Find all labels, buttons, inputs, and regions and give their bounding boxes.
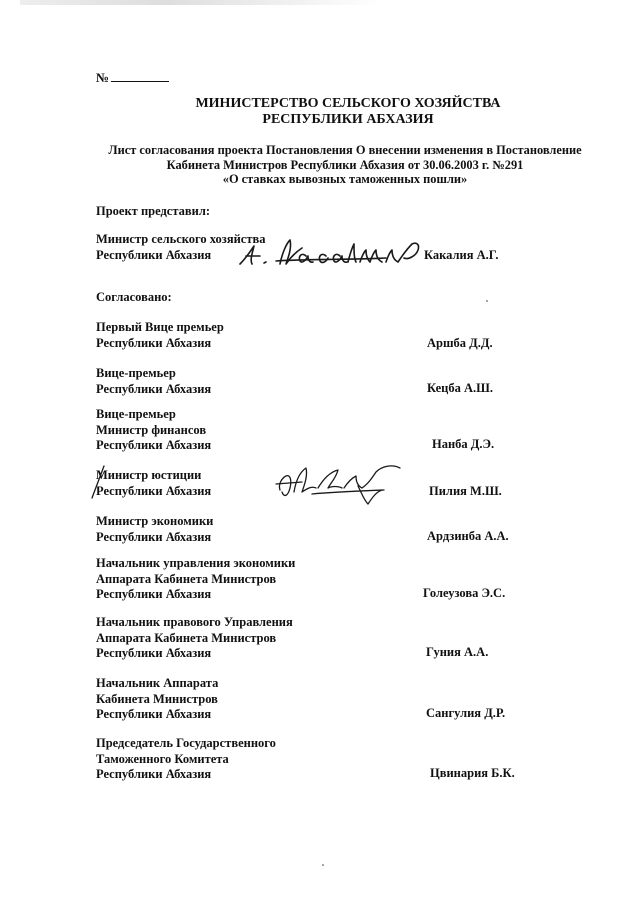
signatory-name: Нанба Д.Э. xyxy=(432,437,495,451)
signatory-title-line: Республики Абхазия xyxy=(96,335,212,350)
signatory-block xyxy=(96,615,489,662)
subject-line-1: Лист согласования проекта Постановления О внесении изменения в Постановление xyxy=(108,143,582,157)
presenter-name: Какалия А.Г. xyxy=(424,248,499,262)
signatory-title-line: Аппарата Кабинета Министров xyxy=(96,571,277,586)
signatory-name: Ардзинба А.А. xyxy=(427,529,509,543)
signatory-title-line: Республики Абхазия xyxy=(96,767,212,781)
document-number-blank xyxy=(111,70,169,82)
signatory-block xyxy=(96,407,495,454)
approved-heading: Согласовано: xyxy=(96,290,172,304)
scan-speck xyxy=(486,300,488,302)
signatory-name: Цвинария Б.К. xyxy=(430,766,515,780)
signatory-block xyxy=(96,736,515,783)
document-number-label: № xyxy=(96,70,110,85)
signatory-title-line: Вице-премьер xyxy=(96,366,176,380)
signatory-title-line: Республики Абхазия xyxy=(96,483,212,498)
signatory-name: Кецба А.Ш. xyxy=(427,381,493,395)
signatory-name: Сангулия Д.Р. xyxy=(426,706,506,720)
signatory-title-line: Первый Вице премьер xyxy=(96,320,224,334)
signatory-block xyxy=(96,320,493,351)
pen-mark-icon xyxy=(88,462,108,502)
signatory-title-line: Республики Абхазия xyxy=(96,381,212,396)
signatory-title-line: Начальник управления экономики xyxy=(96,556,296,570)
signatory-title-line: Кабинета Министров xyxy=(96,691,218,706)
handwritten-signature-icon xyxy=(236,234,436,268)
document-subject xyxy=(0,143,640,187)
signatory-name: Голеузова Э.С. xyxy=(423,586,506,600)
signatory-block xyxy=(96,556,506,603)
signatory-block xyxy=(96,676,506,723)
scan-speck xyxy=(322,864,324,866)
signatory-title-line: Министр финансов xyxy=(96,422,207,437)
signatory-name: Гуния А.А. xyxy=(426,645,489,659)
scan-artifact xyxy=(20,0,380,5)
ministry-line-1: МИНИСТЕРСТВО СЕЛЬСКОГО ХОЗЯЙСТВА xyxy=(195,96,501,111)
subject-line-2: Кабинета Министров Республики Абхазия от 30.06.2003 г. №291 xyxy=(166,157,524,172)
document-number xyxy=(96,70,169,86)
signatory-title-line: Республики Абхазия xyxy=(96,646,212,660)
presenter-title-line: Республики Абхазия xyxy=(96,247,212,262)
signatory-title-line: Вице-премьер xyxy=(96,407,176,421)
signatory-title-line: Таможенного Комитета xyxy=(96,751,229,766)
ministry-header xyxy=(0,96,640,128)
signatory-title-line: Начальник Аппарата xyxy=(96,676,219,690)
subject-line-3: «О ставках вывозных таможенных пошли» xyxy=(222,172,468,186)
presenter-title-line: Министр сельского хозяйства xyxy=(96,232,266,246)
signatory-block xyxy=(96,468,502,499)
signatory-title-line: Республики Абхазия xyxy=(96,529,212,544)
signatory-block xyxy=(96,366,493,397)
signatory-name: Пилия М.Ш. xyxy=(429,484,502,498)
presented-by-heading: Проект представил: xyxy=(96,204,211,218)
signatory-title-line: Министр экономики xyxy=(96,514,214,528)
signatory-title-line: Аппарата Кабинета Министров xyxy=(96,630,277,645)
signatory-name: Аршба Д.Д. xyxy=(427,336,493,350)
ministry-line-2: РЕСПУБЛИКИ АБХАЗИЯ xyxy=(262,112,434,127)
signatory-title-line: Республики Абхазия xyxy=(96,438,212,452)
signatory-title-line: Начальник правового Управления xyxy=(96,615,293,629)
signatory-title-line: Республики Абхазия xyxy=(96,587,212,601)
signatory-title-line: Министр юстиции xyxy=(96,468,202,482)
signatory-title-line: Республики Абхазия xyxy=(96,707,212,721)
handwritten-signature-icon xyxy=(272,458,412,510)
signatory-block xyxy=(96,514,509,545)
signatory-title-line: Председатель Государственного xyxy=(96,736,276,750)
